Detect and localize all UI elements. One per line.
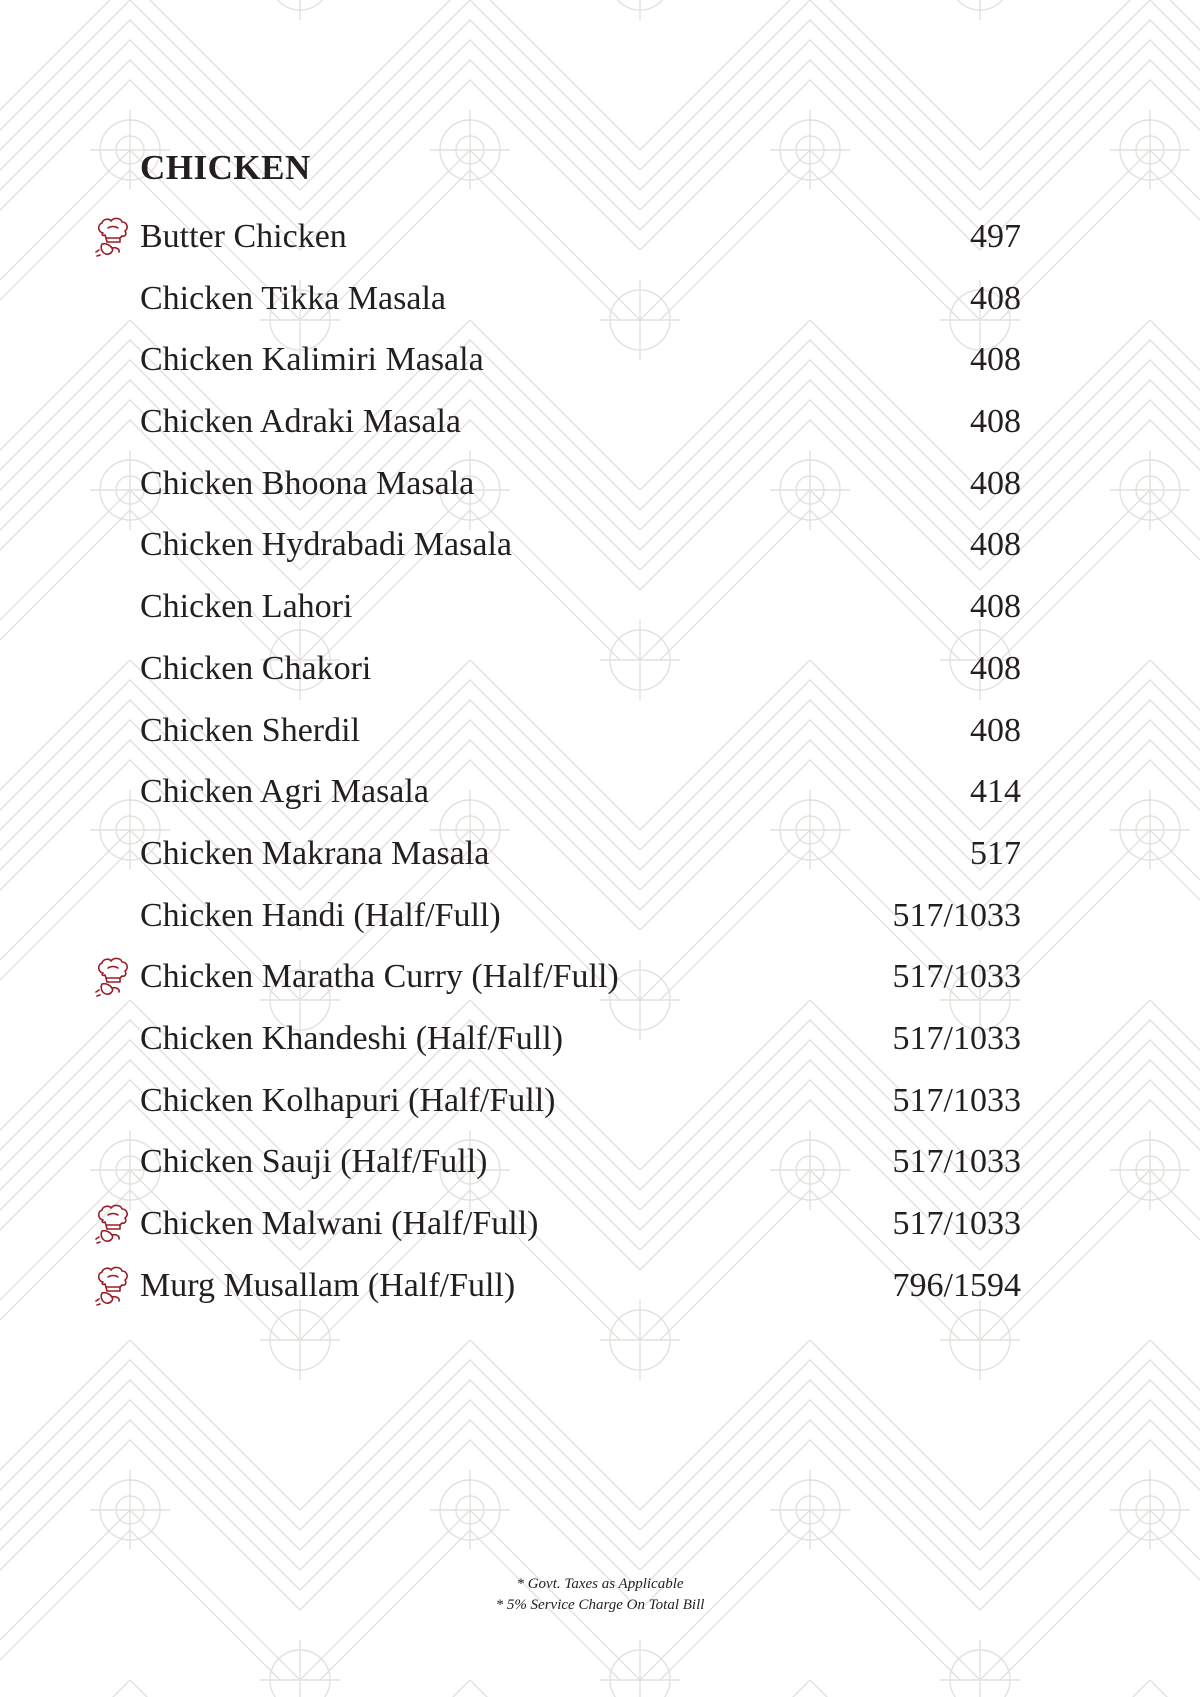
item-price: 517/1033	[892, 1143, 1021, 1181]
item-price: 408	[970, 526, 1021, 564]
item-name: Chicken Bhoona Masala	[140, 464, 475, 502]
item-name: Chicken Agri Masala	[140, 773, 429, 811]
menu-item	[0, 1255, 1200, 1317]
menu-item	[0, 1131, 1200, 1193]
item-price: 408	[970, 711, 1021, 749]
item-price: 408	[970, 649, 1021, 687]
item-name: Chicken Sherdil	[140, 711, 361, 749]
menu-item	[0, 329, 1200, 391]
item-name: Chicken Makrana Masala	[140, 834, 490, 872]
chef-hat-icon	[94, 217, 132, 257]
item-name: Chicken Adraki Masala	[140, 403, 462, 441]
item-price: 517/1033	[892, 958, 1021, 996]
service-charge-note: * 5% Service Charge On Total Bill	[495, 1597, 705, 1613]
item-name: Murg Musallam (Half/Full)	[140, 1266, 516, 1304]
item-price: 517/1033	[892, 896, 1021, 934]
item-name: Chicken Malwani (Half/Full)	[140, 1205, 539, 1242]
menu-item	[0, 576, 1200, 638]
item-price: 408	[970, 279, 1021, 317]
taxes-note: * Govt. Taxes as Applicable	[516, 1576, 684, 1592]
menu-item	[0, 453, 1200, 515]
menu-item	[0, 268, 1200, 330]
menu-item	[0, 514, 1200, 576]
item-price: 408	[970, 588, 1021, 626]
item-name: Chicken Sauji (Half/Full)	[140, 1143, 488, 1181]
item-name: Butter Chicken	[140, 218, 347, 255]
chef-hat-icon	[94, 957, 132, 997]
item-price: 414	[970, 773, 1021, 811]
footer-notes	[0, 1574, 1200, 1616]
item-price: 497	[970, 218, 1021, 255]
item-price: 517/1033	[892, 1081, 1021, 1119]
item-price: 796/1594	[892, 1266, 1021, 1304]
item-price: 408	[970, 464, 1021, 502]
menu-item	[0, 1193, 1200, 1255]
item-price: 408	[970, 341, 1021, 379]
item-name: Chicken Handi (Half/Full)	[140, 896, 501, 934]
chef-hat-icon	[94, 1266, 132, 1306]
item-price: 517/1033	[892, 1019, 1021, 1057]
chef-hat-icon	[94, 1204, 132, 1244]
item-price: 408	[970, 403, 1021, 441]
menu-item	[0, 700, 1200, 762]
item-name: Chicken Khandeshi (Half/Full)	[140, 1019, 564, 1057]
menu-item	[0, 638, 1200, 700]
menu-item	[0, 761, 1200, 823]
item-name: Chicken Lahori	[140, 588, 353, 626]
item-name: Chicken Kalimiri Masala	[140, 341, 484, 379]
item-name: Chicken Tikka Masala	[140, 279, 446, 317]
menu-item	[0, 823, 1200, 885]
item-name: Chicken Maratha Curry (Half/Full)	[140, 958, 619, 996]
item-name: Chicken Hydrabadi Masala	[140, 526, 512, 564]
item-name: Chicken Kolhapuri (Half/Full)	[140, 1081, 556, 1119]
section-title: CHICKEN	[140, 148, 311, 187]
menu-item	[0, 391, 1200, 453]
menu-item	[0, 885, 1200, 947]
menu-item	[0, 946, 1200, 1008]
menu-item	[0, 1070, 1200, 1132]
menu-item	[0, 206, 1200, 268]
item-price: 517	[970, 834, 1021, 872]
menu-item	[0, 1008, 1200, 1070]
item-name: Chicken Chakori	[140, 649, 372, 687]
item-price: 517/1033	[892, 1205, 1021, 1242]
menu-list	[0, 206, 1200, 1316]
